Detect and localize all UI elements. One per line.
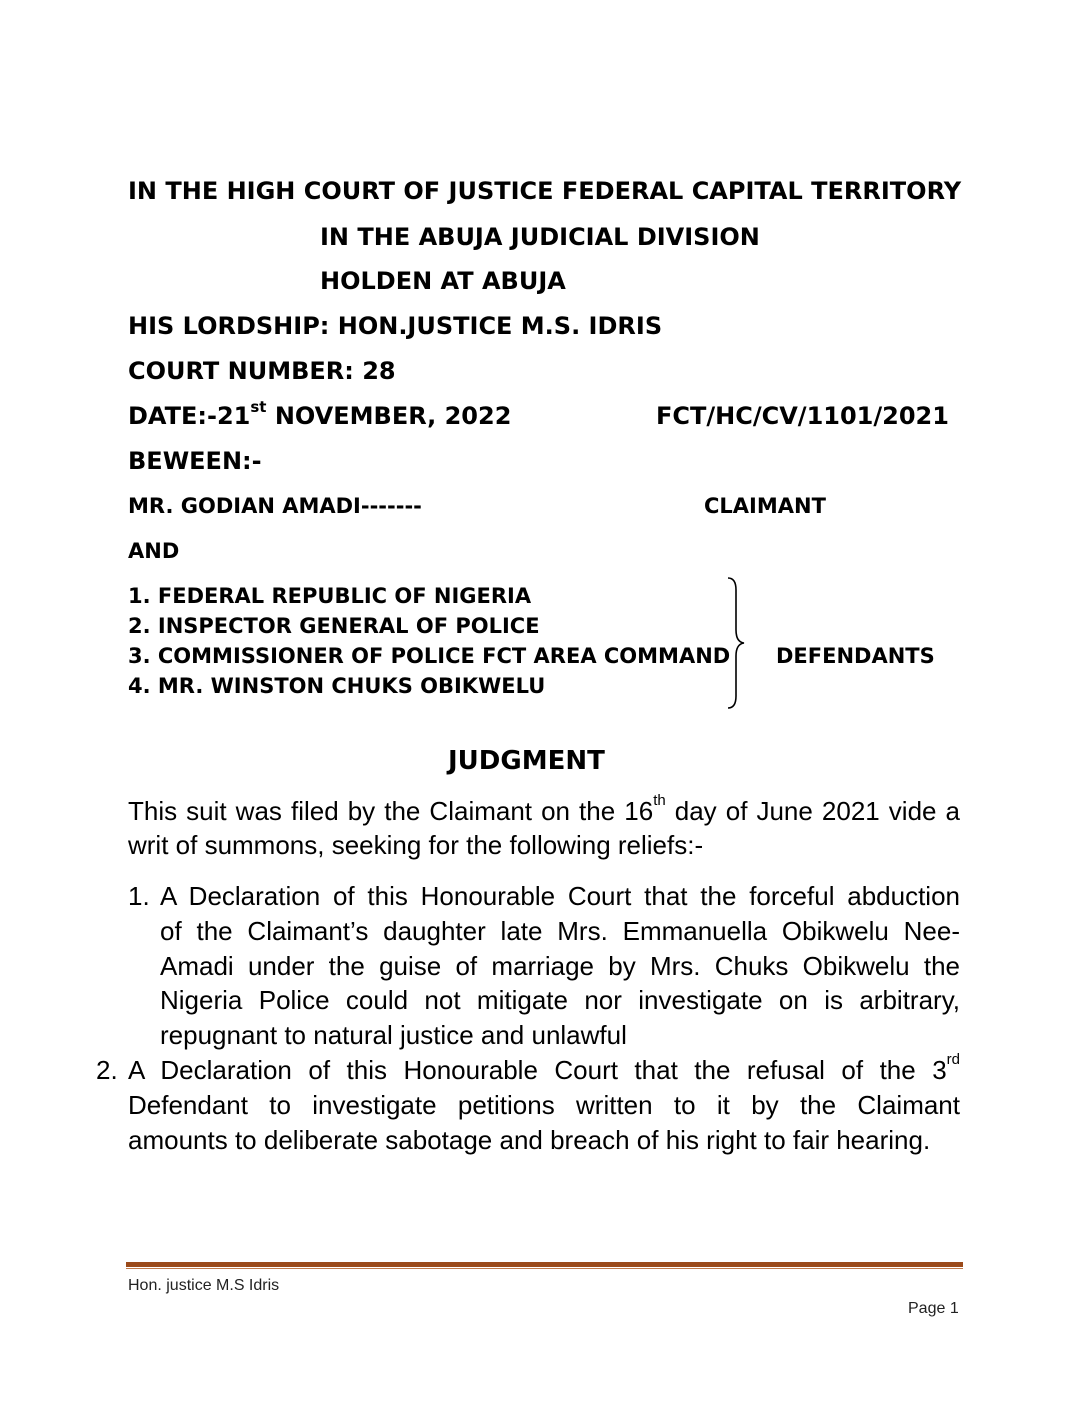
footer-rule-thin [126,1268,963,1269]
relief-line: of the Claimant’s daughter late Mrs. Emmanuella Obikwelu Nee- [160,916,960,946]
division: IN THE ABUJA JUDICIAL DIVISION [320,223,760,251]
defendant-item: 4. MR. WINSTON CHUKS OBIKWELU [128,674,546,698]
court-number: COURT NUMBER: 28 [128,357,396,385]
claimant-role: CLAIMANT [704,494,826,518]
defendant-item: 1. FEDERAL REPUBLIC OF NIGERIA [128,584,532,608]
date [128,398,512,430]
page-number: Page 1 [908,1300,959,1317]
intro-text-a: This suit was filed by the Claimant on the 16 [128,796,654,826]
and-label: AND [128,539,180,563]
date-prefix: DATE:-21 [128,402,251,430]
suit-number: FCT/HC/CV/1101/2021 [656,402,949,430]
intro-text-b: day of June 2021 vide a [665,796,961,826]
defendant-item: 2. INSPECTOR GENERAL OF POLICE [128,614,540,638]
date-suffix: st [250,398,267,416]
date-rest: NOVEMBER, 2022 [266,402,512,430]
claimant-name: MR. GODIAN AMADI------- [128,494,422,518]
intro-suffix: th [653,792,666,809]
defendants-role: DEFENDANTS [776,644,935,668]
intro-line [128,792,961,827]
footer-rule [126,1262,963,1267]
lordship: HIS LORDSHIP: HON.JUSTICE M.S. IDRIS [128,312,663,340]
holden: HOLDEN AT ABUJA [320,267,566,295]
defendant-item: 3. COMMISSIONER OF POLICE FCT AREA COMMAND [128,644,731,668]
relief-number: 1. [128,881,150,911]
relief-line [128,1051,960,1086]
relief2-suffix: rd [946,1051,960,1068]
relief-line: Amadi under the guise of marriage by Mrs. Chuks Obikwelu the [160,951,960,981]
intro-line: writ of summons, seeking for the following reliefs:- [128,830,704,860]
relief-line: repugnant to natural justice and unlawful [160,1020,627,1050]
relief-line: amounts to deliberate sabotage and breach of his right to fair hearing. [128,1125,931,1155]
between: BEWEEN:- [128,447,262,475]
relief-number: 2. [96,1055,118,1085]
court-title: IN THE HIGH COURT OF JUSTICE FEDERAL CAPITAL TERRITORY [128,177,962,205]
footer-author: Hon. justice M.S Idris [128,1277,280,1294]
relief2-text-a: A Declaration of this Honourable Court that the refusal of the 3 [128,1055,947,1085]
curly-brace [726,576,748,710]
relief-line: A Declaration of this Honourable Court that the forceful abduction [160,881,960,911]
judgment-title: JUDGMENT [448,746,605,776]
relief-line: Defendant to investigate petitions written to it by the Claimant [128,1090,960,1120]
relief-line: Nigeria Police could not mitigate nor investigate on is arbitrary, [160,985,960,1015]
